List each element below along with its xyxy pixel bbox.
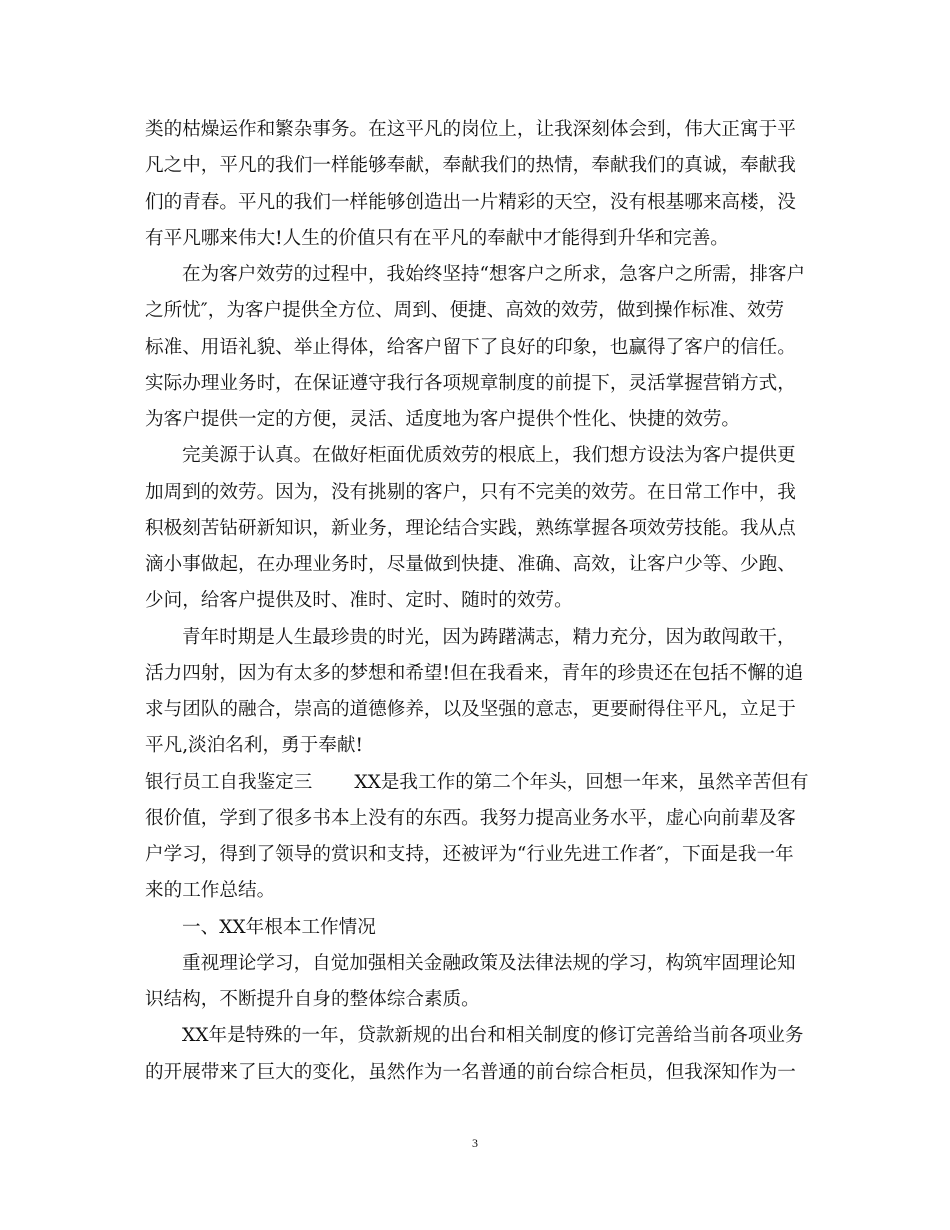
text-line: 的开展带来了巨大的变化，虽然作为一名普通的前台综合柜员，但我深知作为一	[145, 1061, 796, 1083]
text-line: 完美源于认真。在做好柜面优质效劳的根底上，我们想方设法为客户提供更	[182, 445, 796, 467]
section-heading-line	[145, 765, 813, 801]
text-line: 来的工作总结。	[145, 880, 276, 902]
text-line: 们的青春。平凡的我们一样能够创造出一片精彩的天空，没有根基哪来高楼，没	[145, 191, 796, 213]
body-text	[145, 112, 813, 1091]
text-line: 识结构，不断提升自身的整体综合素质。	[145, 989, 480, 1010]
text-line: 积极刻苦钻研新知识，新业务，理论结合实践，熟练掌握各项效劳技能。我从点	[145, 517, 796, 539]
text-line: 青年时期是人生最珍贵的时光，因为踌躇满志，精力充分，因为敢闯敢干，	[182, 626, 796, 648]
text-line: 类的枯燥运作和繁杂事务。在这平凡的岗位上，让我深刻体会到，伟大正寓于平	[145, 119, 796, 140]
text-line: 重视理论学习，自觉加强相关金融政策及法律法规的学习，构筑牢固理论知	[182, 952, 796, 974]
text-line: 少问，给客户提供及时、准时、定时、随时的效劳。	[145, 590, 573, 612]
text-line: 之所忧″，为客户提供全方位、周到、便捷、高效的效劳，做到操作标准、效劳	[145, 300, 785, 322]
subheading: 一、XX年根本工作情况	[182, 916, 376, 938]
text-line: 户学习，得到了领导的赏识和支持，还被评为“行业先进工作者″，下面是我一年	[145, 844, 794, 865]
text-line: 标准、用语礼貌、举止得体，给客户留下了良好的印象，也赢得了客户的信任。	[145, 336, 796, 358]
text-line: 凡之中，平凡的我们一样能够奉献，奉献我们的热情，奉献我们的真诚，奉献我	[145, 155, 796, 177]
text-line: XX年是特殊的一年，贷款新规的出台和相关制度的修订完善给当前各项业务	[182, 1025, 804, 1047]
section-heading: 银行员工自我鉴定三	[145, 771, 313, 793]
text-line: 有平凡哪来伟大!人生的价值只有在平凡的奉献中才能得到升华和完善。	[145, 227, 729, 249]
text-line: 在为客户效劳的过程中，我始终坚持“想客户之所求，急客户之所需，排客户	[182, 264, 806, 285]
text-line: 加周到的效劳。因为，没有挑剔的客户，只有不完美的效劳。在日常工作中，我	[145, 481, 796, 503]
text-line: XX是我工作的第二个年头，回想一年来，虽然辛苦但有	[354, 771, 809, 793]
text-line: 求与团队的融合，崇高的道德修养，以及坚强的意志，更要耐得住平凡，立足于	[145, 699, 796, 720]
page-number: 3	[472, 1136, 478, 1150]
text-line: 平凡,淡泊名利，勇于奉献!	[145, 735, 363, 757]
text-line: 为客户提供一定的方便，灵活、适度地为客户提供个性化、快捷的效劳。	[145, 409, 741, 430]
text-line: 活力四射，因为有太多的梦想和希望!但在我看来，青年的珍贵还在包括不懈的追	[145, 662, 804, 684]
text-line: 很价值，学到了很多书本上没有的东西。我努力提高业务水平，虚心向前辈及客	[145, 807, 796, 829]
text-line: 滴小事做起，在办理业务时，尽量做到快捷、准确、高效，让客户少等、少跑、	[145, 554, 796, 575]
text-line: 实际办理业务时，在保证遵守我行各项规章制度的前提下，灵活掌握营销方式，	[145, 372, 796, 394]
